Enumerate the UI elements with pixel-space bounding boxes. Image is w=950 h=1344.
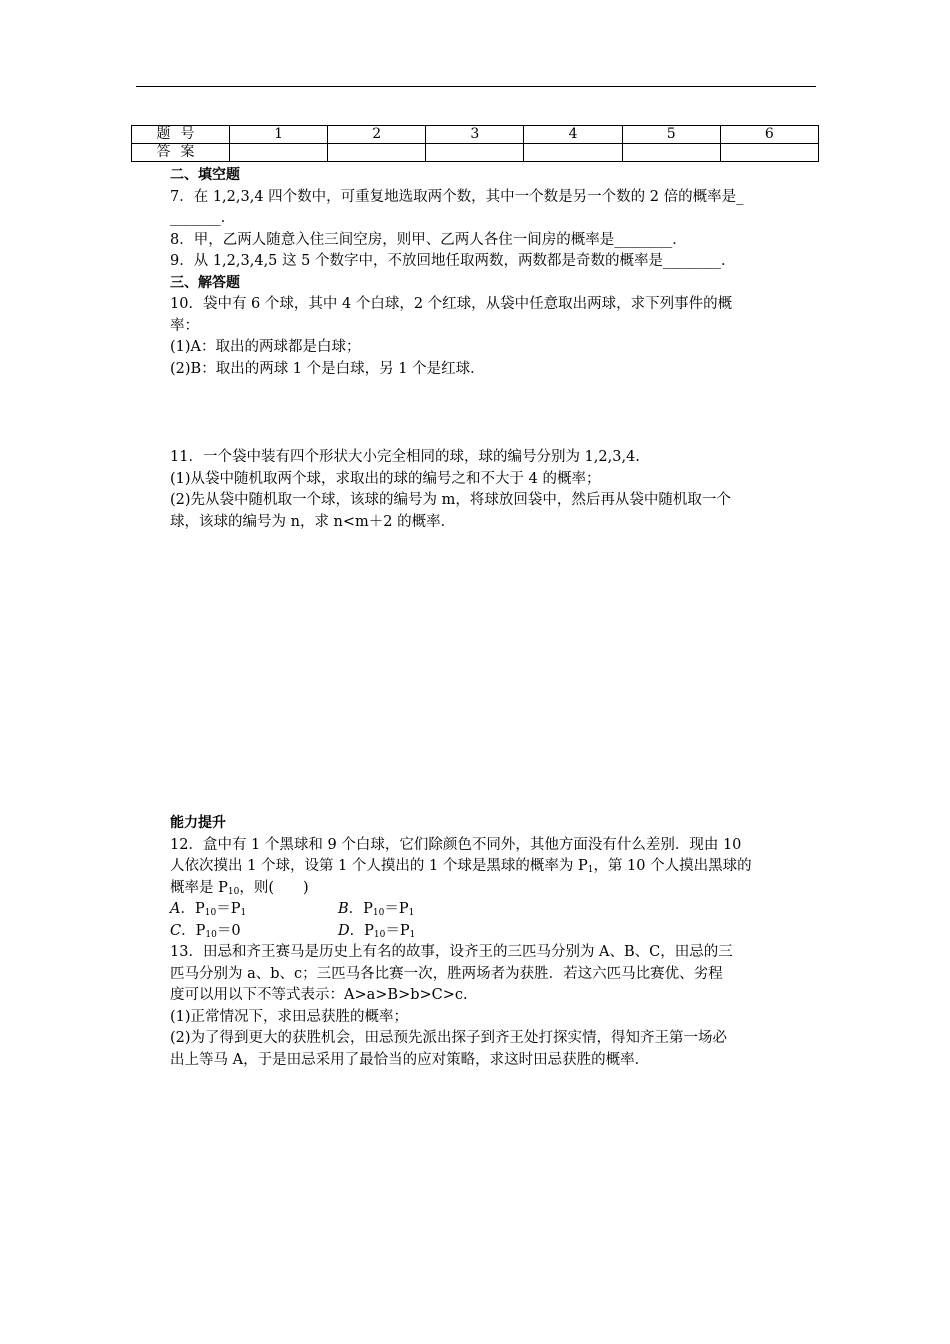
answer-space-11 bbox=[170, 533, 820, 813]
question-13-part-1: (1)正常情况下，求田忌获胜的概率； bbox=[170, 1008, 409, 1025]
question-number-cell: 3 bbox=[426, 126, 524, 144]
question-number-label: 题号 bbox=[132, 126, 230, 144]
question-12-line-1: 12．盒中有 1 个黑球和 9 个白球，它们除颜色不同外，其他方面没有什么差别．现由 10 bbox=[170, 836, 742, 853]
answer-cell[interactable] bbox=[230, 144, 328, 162]
answer-label: 答案 bbox=[132, 144, 230, 162]
option-c[interactable]: C．$P_{10}=0$ bbox=[170, 922, 241, 940]
question-number-cell: 4 bbox=[524, 126, 622, 144]
answer-cell[interactable] bbox=[720, 144, 818, 162]
answer-table-number-row bbox=[132, 126, 819, 144]
question-10-line-1: 10．袋中有 6 个球，其中 4 个白球，2 个红球，从袋中任意取出两球，求下列事件的概 bbox=[170, 296, 733, 312]
question-12-line-3: 概率是 $P_{10}$，则( ) bbox=[170, 879, 309, 897]
question-13-part-2-line-1: (2)为了得到更大的获胜机会，田忌预先派出探子到齐王处打探实情，得知齐王第一场必 bbox=[170, 1030, 728, 1046]
question-13-line-3: 度可以用以下不等式表示：A>a>B>b>C>c. bbox=[170, 987, 468, 1003]
answer-table bbox=[131, 125, 819, 162]
question-number-cell: 1 bbox=[230, 126, 328, 144]
answer-cell[interactable] bbox=[622, 144, 720, 162]
question-10-part-2: (2)B：取出的两球 1 个是白球，另 1 个是红球． bbox=[170, 360, 485, 377]
option-b[interactable]: B．$P_{10}=P_1$ bbox=[338, 901, 415, 918]
question-11-part-2-line-2: 球，该球的编号为 n，求 n<m＋2 的概率． bbox=[170, 513, 456, 530]
question-9: 9．从 1,2,3,4,5 这 5 个数字中，不放回地任取两数，两数都是奇数的概率是________． bbox=[170, 253, 736, 269]
question-11-line-1: 11．一个袋中装有四个形状大小完全相同的球，球的编号分别为 1,2,3,4. bbox=[170, 449, 640, 465]
question-8: 8．甲，乙两人随意入住三间空房，则甲、乙两人各住一间房的概率是________． bbox=[170, 231, 687, 248]
question-10-part-1: (1)A：取出的两球都是白球； bbox=[170, 339, 361, 355]
question-7-line-2: _______． bbox=[170, 210, 236, 226]
answer-space-10 bbox=[170, 380, 820, 447]
section-title-fill-blank: 二、填空题 bbox=[170, 167, 240, 183]
question-number-cell: 6 bbox=[720, 126, 818, 144]
section-title-solve: 三、解答题 bbox=[170, 274, 240, 291]
question-12-options-row-2 bbox=[170, 921, 820, 943]
answer-cell[interactable] bbox=[524, 144, 622, 162]
question-number-cell: 5 bbox=[622, 126, 720, 144]
answer-cell[interactable] bbox=[426, 144, 524, 162]
question-number-cell: 2 bbox=[328, 126, 426, 144]
section-title-ability: 能力提升 bbox=[170, 815, 226, 831]
question-11-part-2-line-1: (2)先从袋中随机取一个球，该球的编号为 m，将球放回袋中，然后再从袋中随机取一个 bbox=[170, 492, 731, 508]
option-a[interactable]: A．$P_{10}=P_1$ bbox=[170, 901, 247, 918]
worksheet-content bbox=[170, 165, 820, 1071]
question-12-options-row-1 bbox=[170, 899, 820, 921]
question-13-line-2: 匹马分别为 a、b、c；三匹马各比赛一次，胜两场者为获胜．若这六匹马比赛优、劣程 bbox=[170, 965, 723, 982]
option-d[interactable]: D．$P_{10}=P_1$ bbox=[338, 922, 416, 940]
question-10-line-2: 率： bbox=[170, 317, 199, 334]
question-7-line-1: 7．在 1,2,3,4 四个数中，可重复地选取两个数，其中一个数是另一个数的 2 倍的概率是_ bbox=[170, 188, 744, 205]
question-12-line-2: 人依次摸出 1 个球，设第 1 个人摸出的 1 个球是黑球的概率为 $P_1$，第 10 个人摸出黑球的 bbox=[170, 858, 752, 875]
question-13-part-2-line-2: 出上等马 A，于是田忌采用了最恰当的应对策略，求这时田忌获胜的概率． bbox=[170, 1051, 650, 1068]
answer-table-answer-row bbox=[132, 144, 819, 162]
question-13-line-1: 13．田忌和齐王赛马是历史上有名的故事，设齐王的三匹马分别为 A、B、C，田忌的三 bbox=[170, 944, 733, 960]
header-rule bbox=[136, 86, 816, 87]
answer-cell[interactable] bbox=[328, 144, 426, 162]
question-11-part-1: (1)从袋中随机取两个球，求取出的球的编号之和不大于 4 的概率； bbox=[170, 470, 601, 487]
